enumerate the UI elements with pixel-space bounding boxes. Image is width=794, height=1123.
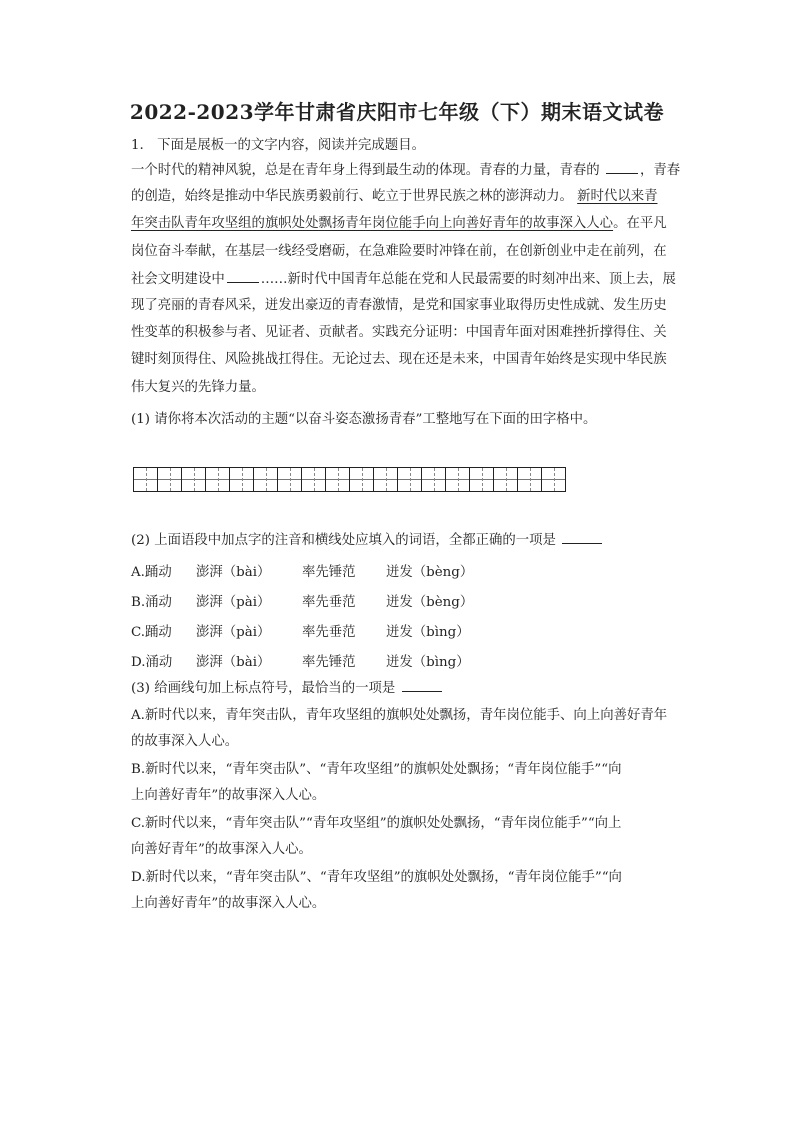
option-text-cont: 上向善好青年”的故事深入人心。 xyxy=(131,896,326,911)
option-label[interactable]: B.涌动 xyxy=(131,595,172,610)
tianzige-cell[interactable] xyxy=(206,468,230,492)
option-label[interactable]: C.踊动 xyxy=(131,625,172,640)
tianzige-cell[interactable] xyxy=(374,468,398,492)
passage-text: 一个时代的精神风貌，总是在青年身上得到最生动的体现。青春的力量，青春的 xyxy=(131,163,604,178)
tianzige-cell[interactable] xyxy=(254,468,278,492)
tianzige-grid xyxy=(133,467,566,492)
option-text-cont: 的故事深入人心。 xyxy=(131,734,239,749)
option-label[interactable]: D.涌动 xyxy=(131,655,173,670)
passage-text: 岗位奋斗奉献，在基层一线经受磨砺，在急难险要时冲锋在前，在创新创业中走在前列，在 xyxy=(131,243,667,259)
option-pinyin: 澎湃（pài） xyxy=(196,595,271,610)
passage-text: 伟大复兴的先锋力量。 xyxy=(131,379,265,395)
sub-question-3-text: (3) 给画线句加上标点符号，最恰当的一项是 xyxy=(131,681,400,696)
sub-question-2 xyxy=(131,531,604,550)
sub-question-1: (1) 请你将本次活动的主题“以奋斗姿态激扬青春”工整地写在下面的田字格中。 xyxy=(131,412,597,427)
passage-line xyxy=(131,297,667,315)
option-last: 迸发（bèng） xyxy=(386,565,474,580)
option-text[interactable]: B.新时代以来，“青年突击队”、“青年攻坚组”的旗帜处处飘扬；“青年岗位能手”“向 xyxy=(131,762,622,777)
fill-blank xyxy=(227,270,259,283)
page-title: 2022-2023学年甘肃省庆阳市七年级（下）期末语文试卷 xyxy=(129,100,665,124)
tianzige-cell[interactable] xyxy=(326,468,350,492)
underlined-sentence: 年突击队青年攻坚组的旗帜处处飘扬青年岗位能手向上向善好青年的故事深入人心 xyxy=(131,216,614,232)
passage-line xyxy=(131,270,676,289)
passage-text: 社会文明建设中 xyxy=(131,271,225,287)
passage-line xyxy=(131,351,667,369)
answer-blank xyxy=(402,679,442,692)
passage-line xyxy=(131,161,680,180)
option-text[interactable]: A.新时代以来，青年突击队，青年攻坚组的旗帜处处飘扬，青年岗位能手、向上向善好青年 xyxy=(131,708,668,723)
passage-line xyxy=(131,243,667,261)
option-word: 率先锤范 xyxy=(302,655,356,670)
tianzige-cell[interactable] xyxy=(302,468,326,492)
passage-text: 现了亮丽的青春风采，迸发出豪迈的青春激情，是党和国家事业取得历史性成就、发生历史 xyxy=(131,298,667,313)
option-word: 率先垂范 xyxy=(302,595,356,610)
tianzige-cell[interactable] xyxy=(422,468,446,492)
passage-text: 的创造，始终是推动中华民族勇毅前行、屹立于世界民族之林的澎湃动力。 xyxy=(131,189,578,205)
option-pinyin: 澎湃（bài） xyxy=(196,565,271,580)
tianzige-cell[interactable] xyxy=(494,468,518,492)
option-pinyin: 澎湃（pài） xyxy=(196,625,271,640)
passage-line xyxy=(131,215,667,233)
option-word: 率先锤范 xyxy=(302,565,356,580)
question-1-prompt: 1. 下面是展板一的文字内容，阅读并完成题目。 xyxy=(131,138,425,153)
underlined-sentence: 新时代以来青 xyxy=(577,189,658,205)
tianzige-cell[interactable] xyxy=(446,468,470,492)
option-text-cont: 向善好青年”的故事深入人心。 xyxy=(131,842,312,857)
tianzige-cell[interactable] xyxy=(278,468,302,492)
tianzige-cell[interactable] xyxy=(182,468,206,492)
sub-question-2-text: (2) 上面语段中加点字的注音和横线处应填入的词语，全都正确的一项是 xyxy=(131,533,561,548)
passage-line xyxy=(131,379,265,397)
tianzige-cell[interactable] xyxy=(350,468,374,492)
option-pinyin: 澎湃（bài） xyxy=(196,655,271,670)
option-word: 率先垂范 xyxy=(302,625,356,640)
option-last: 迸发（bèng） xyxy=(386,595,474,610)
option-text[interactable]: D.新时代以来，“青年突击队”、“青年攻坚组”的旗帜处处飘扬，“青年岗位能手”“向 xyxy=(131,870,622,885)
sub-question-3 xyxy=(131,679,444,698)
passage-text: 性变革的积极参与者、见证者、贡献者。实践充分证明：中国青年面对困难挫折撑得住、关 xyxy=(131,325,667,341)
passage-text: 。在平凡 xyxy=(613,216,667,232)
passage-text: 键时刻顶得住、风险挑战扛得住。无论过去、现在还是未来，中国青年始终是实现中华民族 xyxy=(131,352,667,368)
passage-line xyxy=(131,188,658,206)
tianzige-cell[interactable] xyxy=(134,468,158,492)
tianzige-cell[interactable] xyxy=(518,468,542,492)
tianzige-cell[interactable] xyxy=(470,468,494,492)
option-label[interactable]: A.踊动 xyxy=(131,565,172,580)
answer-blank xyxy=(562,531,602,544)
passage-text: ……新时代中国青年总能在党和人民最需要的时刻冲出来、顶上去，展 xyxy=(260,271,676,287)
option-last: 迸发（bìng） xyxy=(386,655,470,670)
tianzige-cell[interactable] xyxy=(158,468,182,492)
tianzige-cell[interactable] xyxy=(230,468,254,492)
tianzige-cell[interactable] xyxy=(398,468,422,492)
fill-blank xyxy=(606,161,638,174)
passage-text: ，青春 xyxy=(639,163,681,178)
option-text[interactable]: C.新时代以来，“青年突击队”“青年攻坚组”的旗帜处处飘扬，“青年岗位能手”“向上 xyxy=(131,816,622,831)
option-last: 迸发（bìng） xyxy=(386,625,470,640)
passage-line xyxy=(131,324,667,342)
tianzige-cell[interactable] xyxy=(542,468,566,492)
option-text-cont: 上向善好青年”的故事深入人心。 xyxy=(131,788,326,803)
